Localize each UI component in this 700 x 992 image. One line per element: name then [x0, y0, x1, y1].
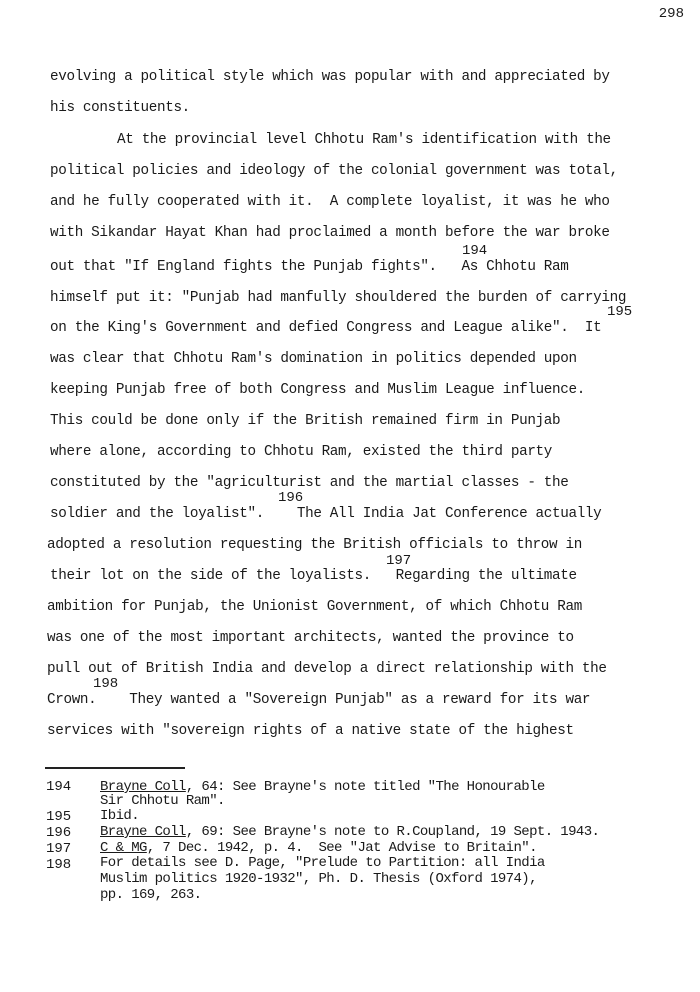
footnote-text: Ibid. [100, 808, 140, 824]
footnote-source: C & MG [100, 840, 147, 856]
footnote-number: 198 [46, 857, 72, 873]
text-line: their lot on the side of the loyalists. Regarding the ultimate [50, 568, 577, 584]
footnote-divider [45, 767, 185, 769]
text-line: ambition for Punjab, the Unionist Government, of which Chhotu Ram [47, 599, 582, 615]
footnote-ref: 197 [386, 553, 412, 569]
text-line: services with "sovereign rights of a native state of the highest [47, 723, 574, 739]
footnote-text [100, 840, 537, 856]
footnote-text: Sir Chhotu Ram". [100, 793, 225, 809]
text-line: out that "If England fights the Punjab fights". As Chhotu Ram [50, 259, 569, 275]
footnote-body: , 64: See Brayne's note titled "The Honourable [185, 779, 545, 795]
footnote-ref: 196 [278, 490, 304, 506]
footnote-ref: 195 [607, 304, 633, 320]
footnote-text: For details see D. Page, "Prelude to Partition: all India [100, 855, 545, 871]
footnote-ref: 198 [93, 676, 119, 692]
text-line: was clear that Chhotu Ram's domination in politics depended upon [50, 351, 577, 367]
page-number: 298 [658, 6, 684, 22]
text-line: Crown. They wanted a "Sovereign Punjab" as a reward for its war [47, 692, 591, 708]
footnote-number: 195 [46, 809, 72, 825]
text-line: This could be done only if the British remained firm in Punjab [50, 413, 561, 429]
text-line: pull out of British India and develop a direct relationship with the [47, 661, 607, 677]
footnote-body: , 7 Dec. 1942, p. 4. See "Jat Advise to Britain". [146, 840, 537, 856]
footnote-ref: 194 [462, 243, 488, 259]
text-line: At the provincial level Chhotu Ram's identification with the [117, 132, 611, 148]
footnote-source: Brayne Coll [100, 779, 186, 795]
footnote-number: 196 [46, 825, 72, 841]
text-line: evolving a political style which was popular with and appreciated by [50, 69, 610, 85]
footnote-number: 194 [46, 779, 72, 795]
text-line: constituted by the "agriculturist and the martial classes - the [50, 475, 569, 491]
footnote-text: pp. 169, 263. [100, 887, 202, 903]
text-line: his constituents. [50, 100, 190, 116]
text-line: soldier and the loyalist". The All India Jat Conference actually [50, 506, 602, 522]
text-line: political policies and ideology of the colonial government was total, [50, 163, 618, 179]
text-line: with Sikandar Hayat Khan had proclaimed a month before the war broke [50, 225, 610, 241]
footnote-source: Brayne Coll [100, 824, 186, 840]
text-line: adopted a resolution requesting the British officials to throw in [47, 537, 582, 553]
text-line: on the King's Government and defied Congress and League alike". It [50, 320, 602, 336]
footnote-body: , 69: See Brayne's note to R.Coupland, 19 Sept. 1943. [185, 824, 600, 840]
footnote-text: Muslim politics 1920-1932", Ph. D. Thesis (Oxford 1974), [100, 871, 537, 887]
text-line: keeping Punjab free of both Congress and Muslim League influence. [50, 382, 585, 398]
text-line: himself put it: "Punjab had manfully shouldered the burden of carrying [50, 290, 627, 306]
text-line: was one of the most important architects, wanted the province to [47, 630, 574, 646]
footnote-text [100, 824, 599, 840]
text-line: where alone, according to Chhotu Ram, existed the third party [50, 444, 553, 460]
text-line: and he fully cooperated with it. A complete loyalist, it was he who [50, 194, 610, 210]
footnote-number: 197 [46, 841, 72, 857]
